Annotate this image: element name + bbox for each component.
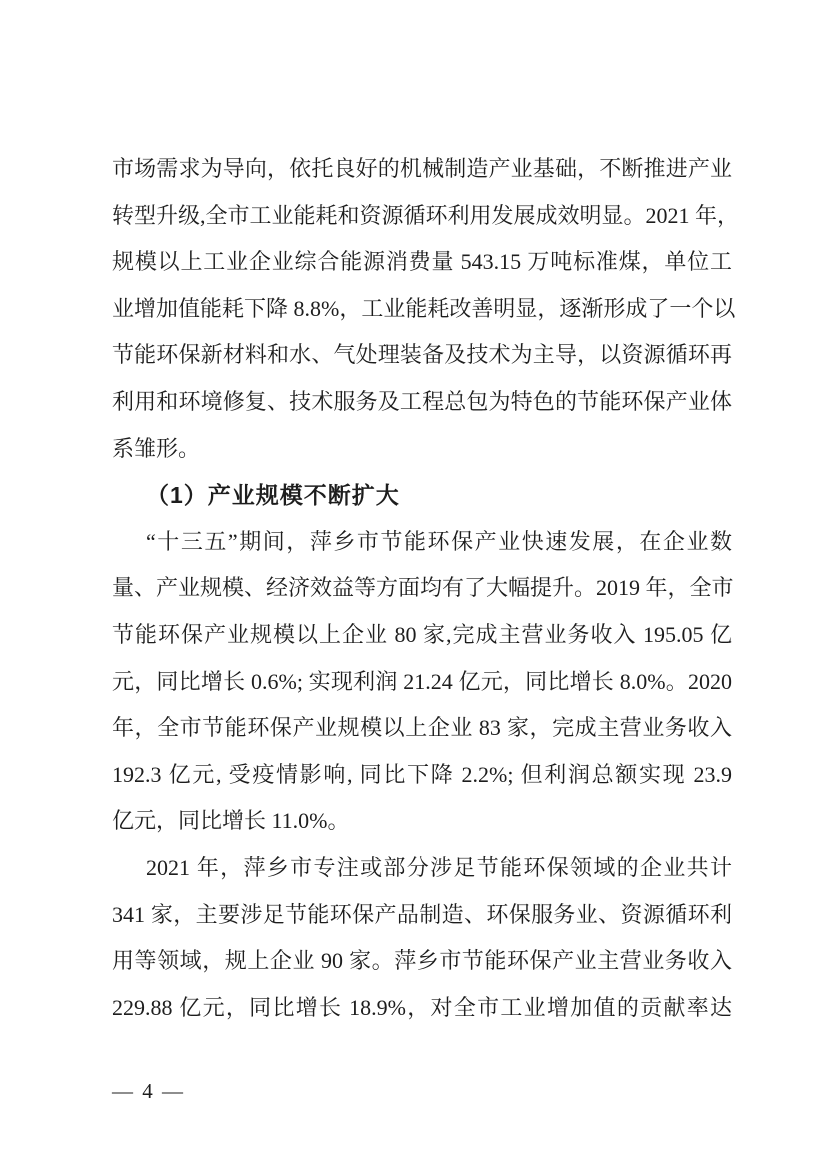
text-line: 2021 年，萍乡市专注或部分涉足节能环保领域的企业共计 [146, 854, 732, 880]
text-line: 用等领域，规上企业 90 家。萍乡市节能环保产业主营业务收入 [112, 948, 732, 974]
page-text-block [112, 146, 740, 1031]
text-line: “十三五”期间，萍乡市节能环保产业快速发展，在企业数 [146, 528, 732, 554]
text-line: 量、产业规模、经济效益等方面均有了大幅提升。2019 年，全市 [112, 575, 734, 601]
text-line: 节能环保产业规模以上企业 80 家,完成主营业务收入 195.05 亿 [112, 621, 732, 647]
paragraph-2021-statistics [112, 845, 732, 1031]
paragraph-industry-overview-continuation [112, 146, 740, 472]
text-line: 192.3 亿元, 受疫情影响, 同比下降 2.2%; 但利润总额实现 23.9 [112, 761, 732, 787]
page-number: — 4 — [112, 1079, 185, 1103]
heading-line: （1）产业规模不断扩大 [146, 482, 400, 509]
text-line: 元，同比增长 0.6%; 实现利润 21.24 亿元，同比增长 8.0%。2020 [112, 668, 732, 694]
text-line: 年，全市节能环保产业规模以上企业 83 家，完成主营业务收入 [112, 715, 732, 741]
text-line: 亿元，同比增长 11.0%。 [112, 808, 350, 834]
text-line: 转型升级,全市工业能耗和资源循环利用发展成效明显。2021 年， [112, 202, 740, 228]
text-line: 业增加值能耗下降 8.8%，工业能耗改善明显，逐渐形成了一个以 [112, 295, 736, 321]
text-line: 市场需求为导向，依托良好的机械制造产业基础，不断推进产业 [112, 156, 732, 181]
text-line: 节能环保新材料和水、气处理装备及技术为主导，以资源循环再 [112, 342, 732, 368]
text-line: 341 家，主要涉足节能环保产品制造、环保服务业、资源循环利 [112, 901, 732, 927]
text-line: 229.88 亿元，同比增长 18.9%，对全市工业增加值的贡献率达 [112, 994, 732, 1020]
paragraph-13th-five-year-plan [112, 519, 732, 845]
text-line: 系雏形。 [112, 435, 201, 461]
section-heading-industry-scale [112, 472, 732, 519]
page-footer [112, 1076, 185, 1106]
text-line: 规模以上工业企业综合能源消费量 543.15 万吨标准煤，单位工 [112, 249, 732, 275]
text-line: 利用和环境修复、技术服务及工程总包为特色的节能环保产业体 [112, 388, 732, 414]
